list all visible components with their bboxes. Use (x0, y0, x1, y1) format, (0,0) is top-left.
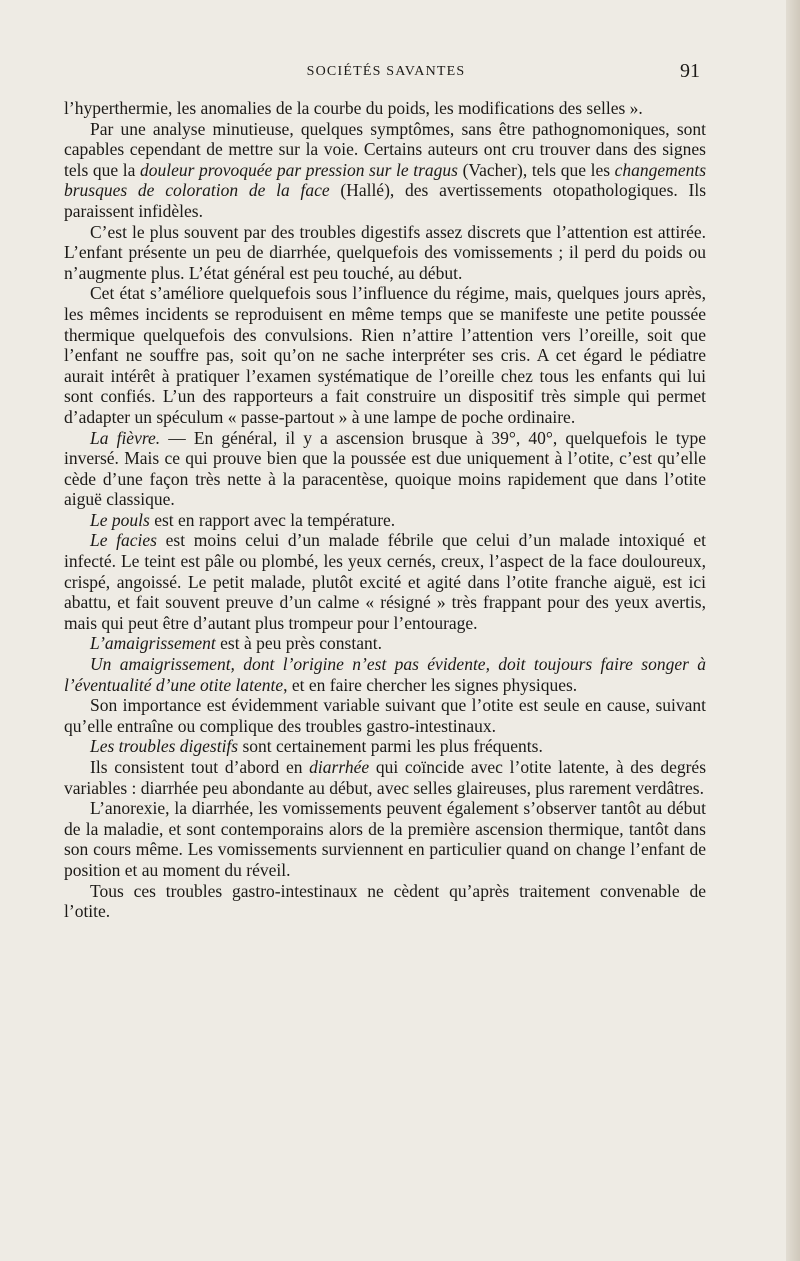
paragraph-text: Son importance est évidemment variable suivant que l’otite est seule en cause, suivant qu’elle entraîne ou complique des troubles gastro-intestinaux. (64, 695, 706, 736)
paragraph-text: Par une analyse minutieuse, quelques symptômes, sans être pathognomoniques, sont capables cependant de mettre sur la voie. Certains auteurs ont cru trouver dans des signes tels que la (64, 118, 706, 180)
paragraph-text: est moins celui d’un malade fébrile que celui d’un malade intoxiqué et infecté. Le teint est pâle ou plombé, les yeux cernés, creux, l’aspect de la face douloureux, crispé, angoissé. Le petit malade, plutôt excité et agité dans l’otite franche aiguë, est ici abattu, et fait souvent preuve d’un calme « résigné » très frappant pour des yeux avertis, mais qui peut être d’autant plus trompeur pour l’entourage. (64, 530, 706, 633)
paragraph-pulse (64, 510, 706, 531)
paragraph-importance (64, 695, 706, 736)
paragraph-text: , et en faire chercher les signes physiques. (283, 674, 578, 695)
paragraph-diagnostic-signs (64, 119, 706, 222)
paragraph-continuation (64, 98, 706, 119)
paragraph-facies (64, 530, 706, 633)
paragraph-fever (64, 428, 706, 510)
paragraph-text: C’est le plus souvent par des troubles digestifs assez discrets que l’attention est attirée. L’enfant présente un peu de diarrhée, quelquefois des vomissements ; il perd du poids ou n’augmente plus. L’état général est peu touché, au début. (64, 221, 706, 283)
paragraph-weight-loss-rule (64, 654, 706, 695)
paragraph-vomiting (64, 798, 706, 880)
paragraph-text: L’anorexie, la diarrhée, les vomissements peuvent également s’observer tantôt au début de la maladie, et sont contemporains alors de la première ascension thermique, tantôt dans son cours même. Les vomissements surviennent en particulier quand on change l’enfant de position et au moment du réveil. (64, 798, 706, 880)
page-header (64, 60, 708, 86)
paragraph-text: Cet état s’améliore quelquefois sous l’influence du régime, mais, quelques jours après, les mêmes incidents se reproduisent en même temps que se manifeste une petite poussée thermique quelquefois des convulsions. Rien n’attire l’attention vers l’oreille, soit que l’enfant ne souffre pas, soit qu’on ne sache interpréter ses cris. A cet égard le pédiatre aurait intérêt à pratiquer l’examen systématique de l’oreille chez tous les enfants qui lui sont confiés. L’un des rapporteurs a fait construire un dispositif très simple qui permet d’adapter un spéculum « passe-partout » à une lampe de poche ordinaire. (64, 283, 706, 427)
body-text (64, 98, 706, 922)
paragraph-text: est à peu près constant. (215, 633, 382, 654)
paragraph-text: (Hallé), des avertissements otopathologiques. Ils paraissent infidèles. (64, 180, 707, 221)
page-number: 91 (680, 60, 700, 82)
paragraph-text: l’hyperthermie, les anomalies de la courbe du poids, les modifications des selles ». (64, 98, 643, 118)
italic-text: changements brusques de coloration de la face (64, 159, 707, 201)
paragraph-course (64, 283, 706, 427)
paragraph-text: — En général, il y a ascension brusque à 39°, 40°, quelquefois le type inversé. Mais ce qui prouve bien que la poussée est due uniquement à l’otite, c’est qu’elle cède d’une façon très nette à la paracentèse, quoique moins rapidement que dans l’otite aiguë classique. (64, 427, 706, 510)
page-edge-shadow (786, 0, 800, 1261)
paragraph-text: Ils consistent tout d’abord en (90, 757, 310, 777)
paragraph-text: sont certainement parmi les plus fréquents. (238, 736, 543, 757)
italic-text: L’amaigrissement (90, 633, 216, 654)
italic-text: douleur provoquée par pression sur le tragus (140, 159, 458, 180)
paragraph-treatment (64, 881, 706, 922)
paragraph-text: (Vacher), tels que les (458, 159, 615, 180)
paragraph-digestive-troubles (64, 736, 706, 757)
italic-text: Le pouls (90, 509, 150, 530)
paragraph-weight-loss (64, 633, 706, 654)
running-head: SOCIÉTÉS SAVANTES (306, 64, 466, 79)
paragraph-text: qui coïncide avec l’otite latente, à des degrés variables : diarrhée peu abondante au début, avec selles glaireuses, plus rarement verdâtres. (64, 757, 707, 798)
italic-text: diarrhée (309, 757, 370, 777)
italic-text: La fièvre. (90, 427, 161, 448)
italic-text: Le facies (90, 530, 157, 551)
italic-text: Un amaigrissement, dont l’origine n’est pas évidente, doit toujours faire songer à l’éventualité d’une otite latente (64, 654, 706, 695)
paragraph-diarrhea (64, 757, 706, 798)
paragraph-text: Tous ces troubles gastro-intestinaux ne cèdent qu’après traitement convenable de l’otite. (64, 880, 706, 922)
italic-text: Les troubles digestifs (90, 736, 239, 757)
paragraph-text: est en rapport avec la température. (149, 509, 396, 530)
paragraph-digestive-onset (64, 222, 706, 284)
